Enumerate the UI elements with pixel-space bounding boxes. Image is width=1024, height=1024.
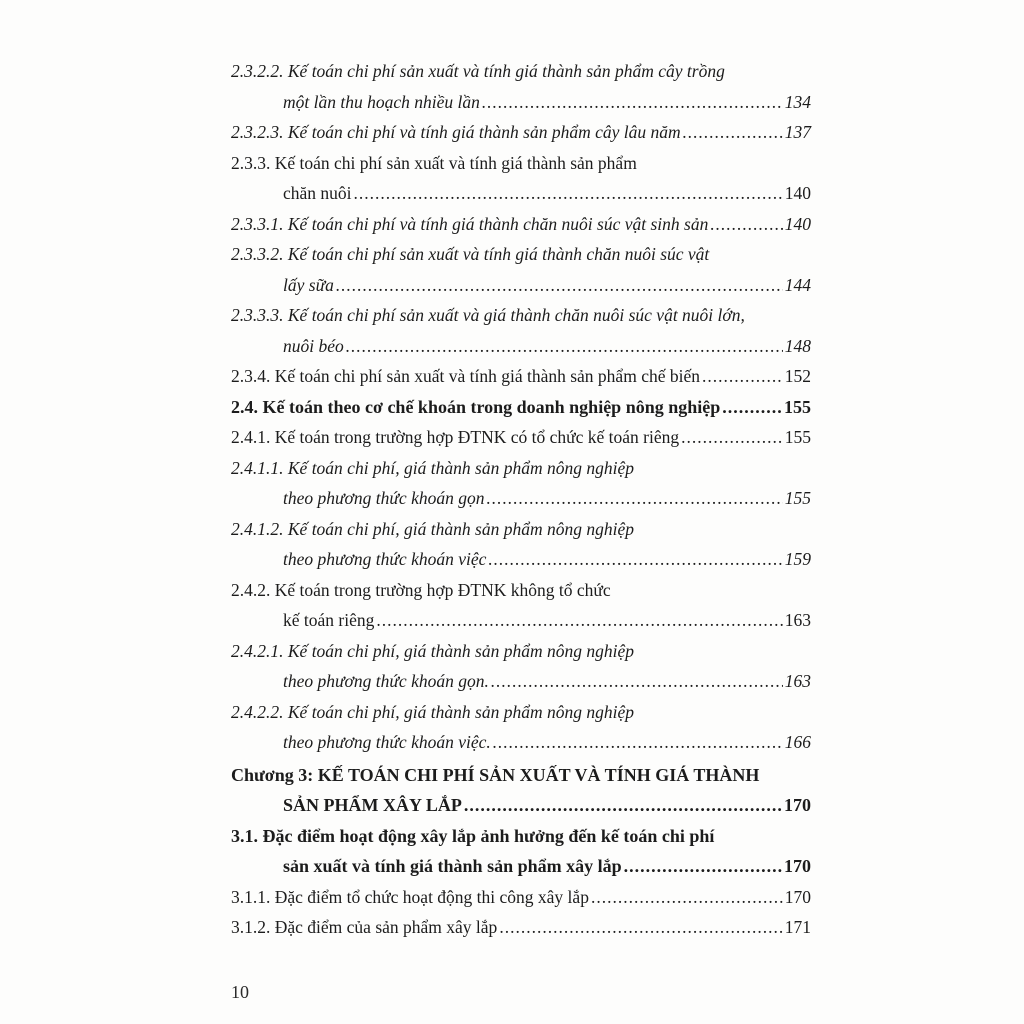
dot-leader xyxy=(346,331,783,362)
dot-leader xyxy=(722,392,782,423)
toc-entry-title: 3.1.2. Đặc điểm của sản phẩm xây lắp xyxy=(231,917,498,937)
toc-entry-continuation: chăn nuôi xyxy=(283,183,352,203)
toc-page-number: 155 xyxy=(784,396,811,417)
toc-page-number: 155 xyxy=(784,488,811,508)
toc-entry-continuation: sản xuất và tính giá thành sản phẩm xây lắp xyxy=(283,856,622,876)
dot-leader xyxy=(482,87,783,118)
toc-entry xyxy=(231,392,811,423)
toc-entry xyxy=(231,636,811,697)
toc-entry xyxy=(231,148,811,209)
toc-entry xyxy=(231,697,811,758)
toc-entry xyxy=(231,760,811,821)
toc-entry-title: 2.4.2. Kế toán trong trường hợp ĐTNK không tổ chức xyxy=(231,579,611,600)
toc-page-number: 152 xyxy=(784,366,811,386)
toc-entry xyxy=(231,514,811,575)
dot-leader xyxy=(624,851,782,882)
dot-leader xyxy=(681,422,783,453)
dot-leader xyxy=(591,882,783,913)
toc-entry-title: 2.3.3.3. Kế toán chi phí sản xuất và giá thành chăn nuôi súc vật nuôi lớn, xyxy=(231,305,745,325)
toc-entry xyxy=(231,912,811,943)
toc-page-number: 140 xyxy=(784,213,811,234)
toc-entry-title: Chương 3: KẾ TOÁN CHI PHÍ SẢN XUẤT VÀ TÍNH GIÁ THÀNH xyxy=(231,764,760,785)
toc-entry-title: 2.4.2.2. Kế toán chi phí, giá thành sản phẩm nông nghiệp xyxy=(231,701,634,722)
toc-entry xyxy=(231,821,811,882)
toc-entry xyxy=(231,239,811,300)
toc-entry-continuation: theo phương thức khoán việc xyxy=(283,549,487,569)
toc-entry-title: 2.4.2.1. Kế toán chi phí, giá thành sản phẩm nông nghiệp xyxy=(231,640,634,661)
toc-entry-title: 2.3.3.1. Kế toán chi phí và tính giá thành chăn nuôi súc vật sinh sản xyxy=(231,213,709,234)
toc-entry-title: 2.3.4. Kế toán chi phí sản xuất và tính giá thành sản phẩm chế biến xyxy=(231,366,700,386)
toc-entry xyxy=(231,300,811,361)
dot-leader xyxy=(376,605,782,636)
toc-entry-title: 2.3.3. Kế toán chi phí sản xuất và tính giá thành sản phẩm xyxy=(231,152,637,173)
toc-entry xyxy=(231,882,811,913)
toc-entry-continuation: kế toán riêng xyxy=(283,610,375,630)
toc-entry-title: 2.3.2.2. Kế toán chi phí sản xuất và tính giá thành sản phẩm cây trồng xyxy=(231,61,725,81)
toc-entry-title: 2.4.1.2. Kế toán chi phí, giá thành sản phẩm nông nghiệp xyxy=(231,518,634,539)
toc-entry-title: 2.3.3.2. Kế toán chi phí sản xuất và tính giá thành chăn nuôi súc vật xyxy=(231,244,710,264)
toc-page-number: 148 xyxy=(784,335,811,356)
toc-page-number: 166 xyxy=(784,732,811,752)
toc-entry xyxy=(231,453,811,514)
toc-entry-title: 3.1. Đặc điểm hoạt động xây lắp ảnh hưởng đến kế toán chi phí xyxy=(231,825,715,846)
toc-entry xyxy=(231,575,811,636)
toc-page-number: 163 xyxy=(784,671,811,691)
dot-leader xyxy=(702,361,783,392)
toc-page-number: 134 xyxy=(784,91,811,112)
toc-page-number: 163 xyxy=(784,610,811,630)
dot-leader xyxy=(499,912,782,943)
toc-entry xyxy=(231,117,811,148)
toc-entry-continuation: một lần thu hoạch nhiều lần xyxy=(283,91,480,112)
toc-entry-continuation: SẢN PHẨM XÂY LẮP xyxy=(283,795,462,815)
dot-leader xyxy=(354,178,783,209)
toc-entry-continuation: theo phương thức khoán gọn. xyxy=(283,671,489,691)
toc-entry xyxy=(231,56,811,117)
dot-leader xyxy=(486,483,782,514)
toc-entry-continuation: theo phương thức khoán gọn xyxy=(283,488,485,508)
toc-page-number: 170 xyxy=(784,856,811,876)
toc-page-number: 137 xyxy=(784,122,811,142)
dot-leader xyxy=(464,790,782,821)
toc-entry-continuation: theo phương thức khoán việc. xyxy=(283,732,491,752)
toc-entry-continuation: nuôi béo xyxy=(283,335,344,356)
toc-page-number: 144 xyxy=(784,274,811,295)
dot-leader xyxy=(336,270,783,301)
dot-leader xyxy=(710,209,782,240)
table-of-contents xyxy=(231,56,811,943)
toc-page-number: 170 xyxy=(784,795,811,815)
toc-page-number: 171 xyxy=(784,917,811,937)
page-number: 10 xyxy=(231,982,249,1002)
toc-page-number: 140 xyxy=(784,183,811,203)
dot-leader xyxy=(683,117,783,148)
toc-entry-title: 2.4.1.1. Kế toán chi phí, giá thành sản phẩm nông nghiệp xyxy=(231,457,634,478)
dot-leader xyxy=(493,727,783,758)
toc-entry-title: 2.4. Kế toán theo cơ chế khoán trong doanh nghiệp nông nghiệp xyxy=(231,396,721,417)
toc-page-number: 155 xyxy=(784,427,811,447)
toc-entry-title: 3.1.1. Đặc điểm tổ chức hoạt động thi công xây lắp xyxy=(231,886,589,907)
toc-entry xyxy=(231,422,811,453)
toc-entry-title: 2.4.1. Kế toán trong trường hợp ĐTNK có tổ chức kế toán riêng xyxy=(231,427,680,447)
toc-page-number: 170 xyxy=(784,886,811,907)
toc-entry-continuation: lấy sữa xyxy=(283,274,334,295)
toc-entry xyxy=(231,209,811,240)
toc-entry-title: 2.3.2.3. Kế toán chi phí và tính giá thành sản phẩm cây lâu năm xyxy=(231,122,681,142)
toc-page-number: 159 xyxy=(784,549,811,569)
dot-leader xyxy=(488,544,782,575)
toc-entry xyxy=(231,361,811,392)
dot-leader xyxy=(491,666,783,697)
